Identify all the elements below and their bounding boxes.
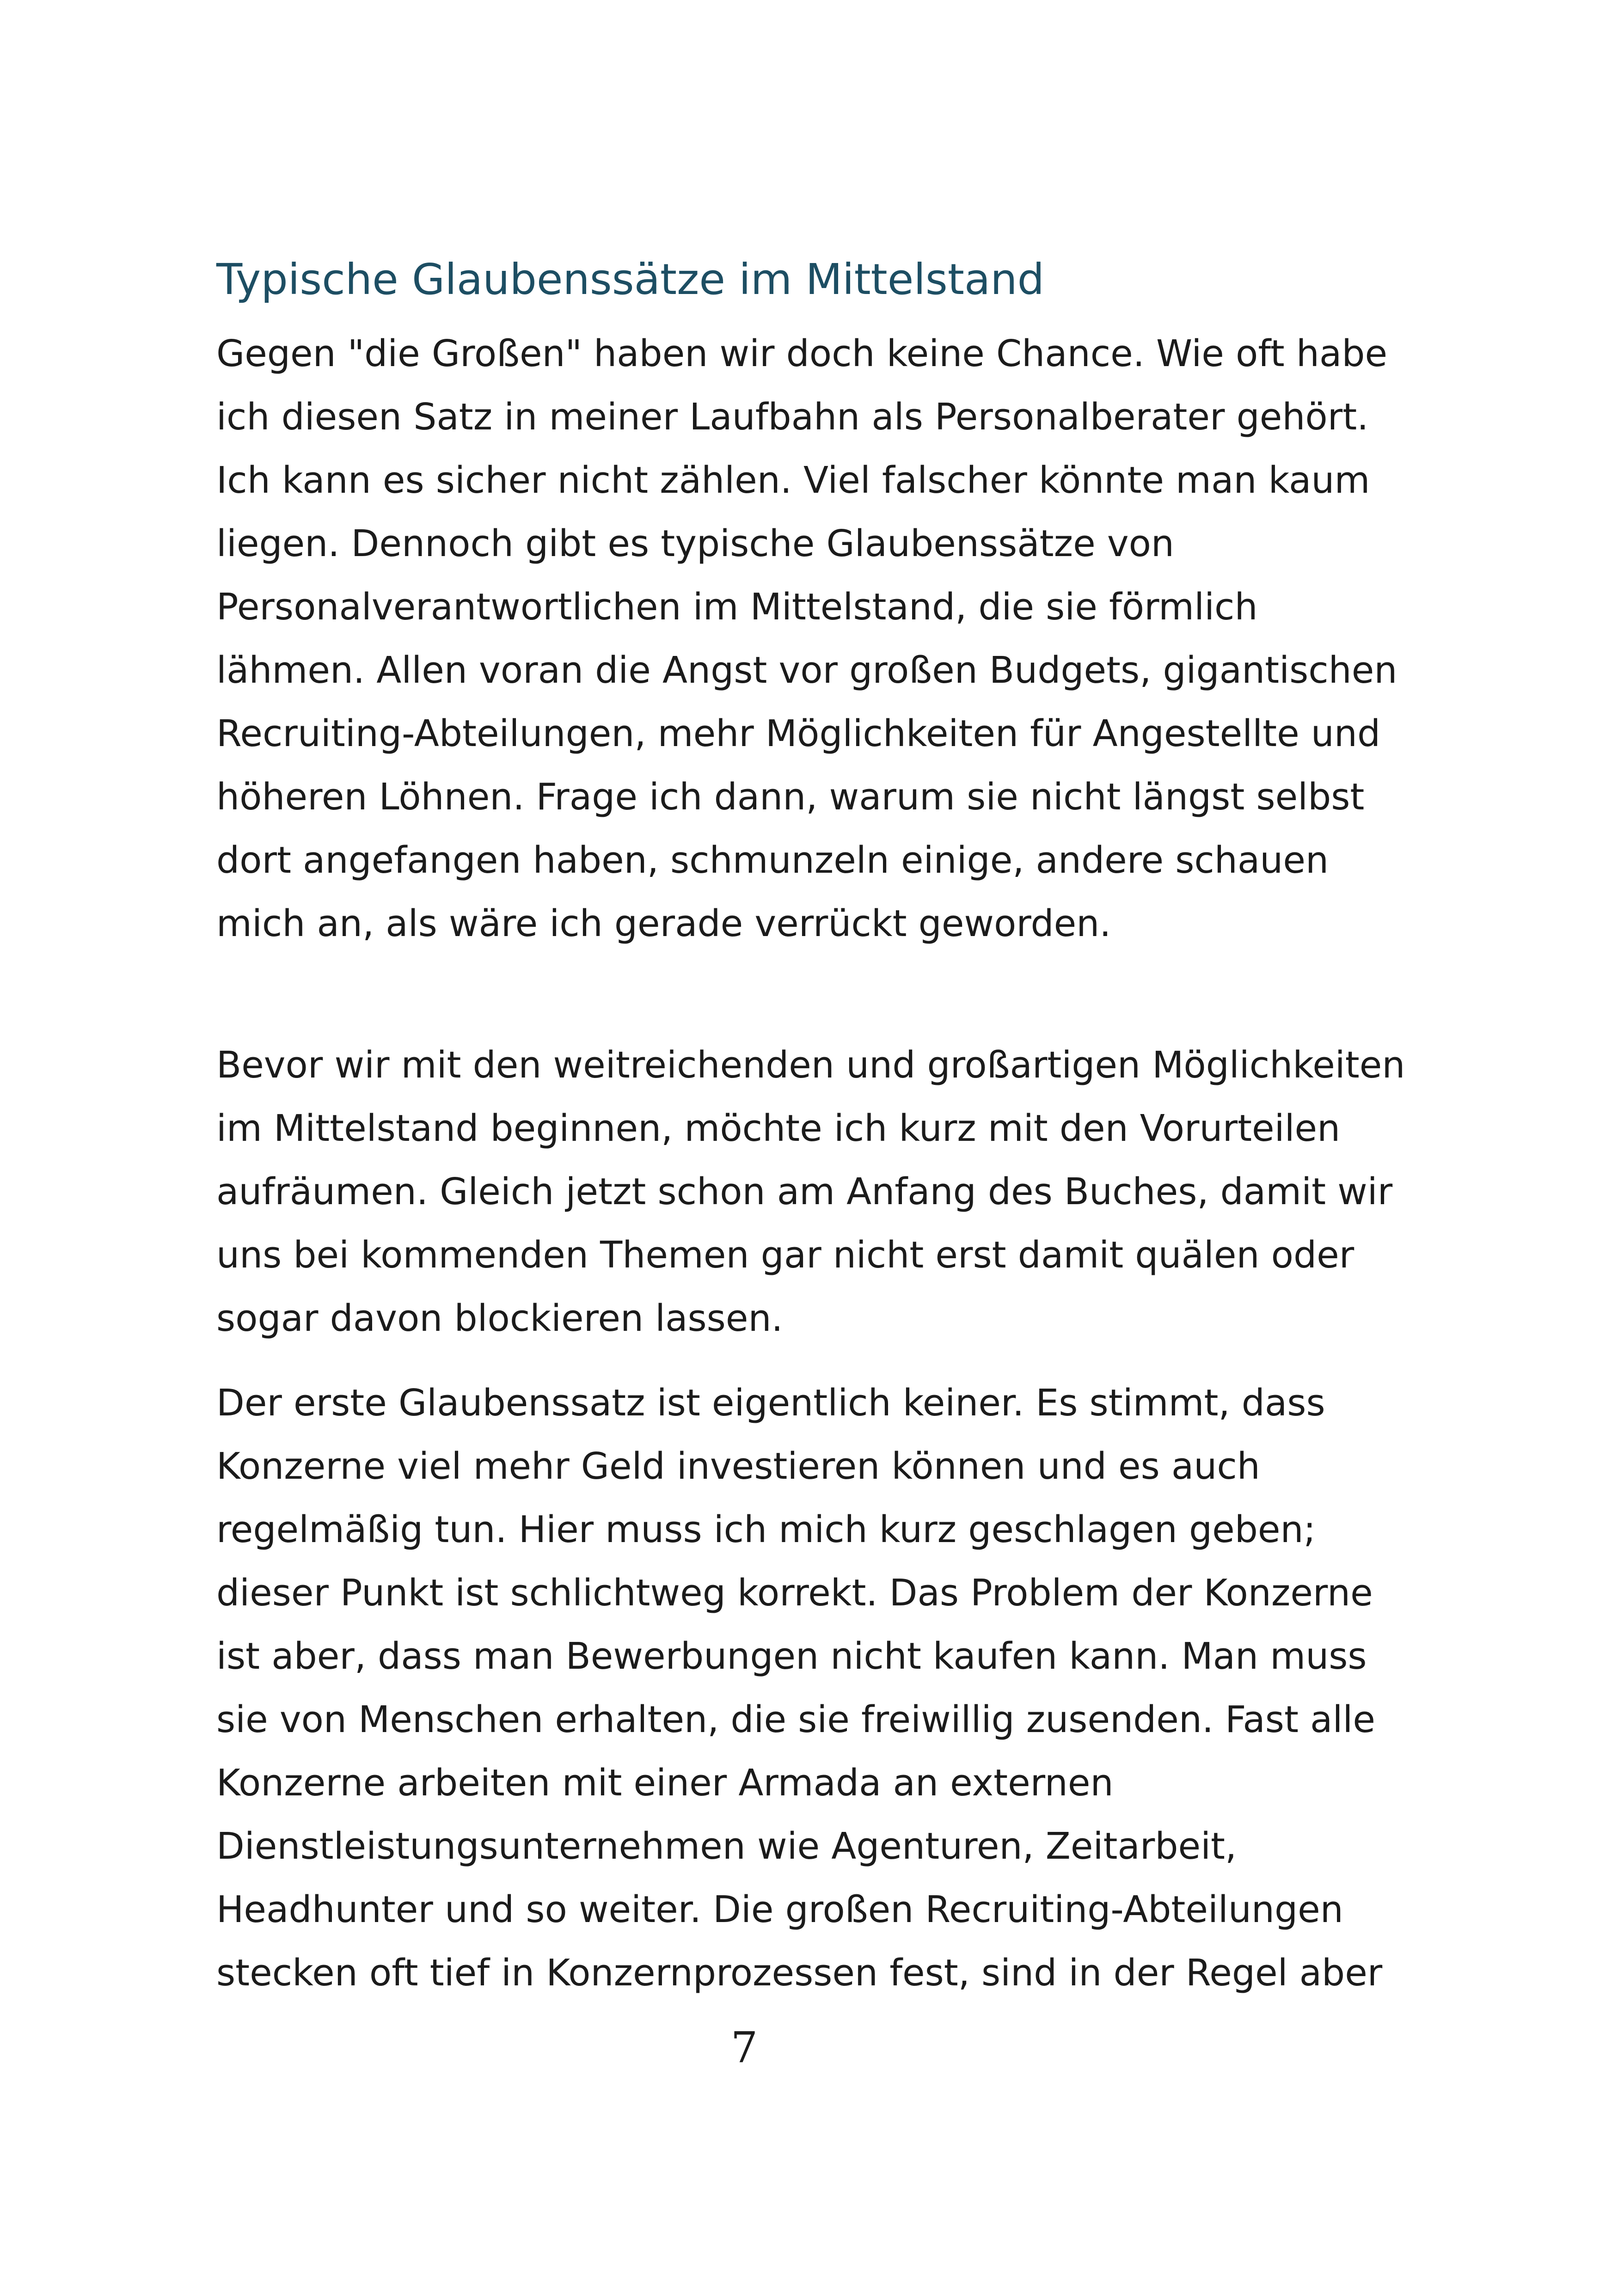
text-line: mich an, als wäre ich gerade verrückt geworden. [216, 902, 1111, 945]
text-line: Gegen "die Großen" haben wir doch keine Chance. Wie oft habe [216, 332, 1388, 375]
text-line: Dienstleistungsunternehmen wie Agenturen, Zeitarbeit, [216, 1825, 1237, 1867]
text-line: höheren Löhnen. Frage ich dann, warum sie nicht längst selbst [216, 776, 1365, 818]
paragraph-2 [216, 1034, 1405, 1350]
text-line: liegen. Dennoch gibt es typische Glaubenssätze von [216, 522, 1174, 565]
text-line: regelmäßig tun. Hier muss ich mich kurz geschlagen geben; [216, 1508, 1316, 1551]
text-line: aufräumen. Gleich jetzt schon am Anfang des Buches, damit wir [216, 1170, 1393, 1213]
text-line: stecken oft tief in Konzernprozessen fest, sind in der Regel aber [216, 1952, 1383, 1994]
paragraph-1 [216, 322, 1397, 955]
text-line: Bevor wir mit den weitreichenden und großartigen Möglichkeiten [216, 1044, 1405, 1086]
text-line: Personalverantwortlichen im Mittelstand, die sie förmlich [216, 586, 1258, 628]
text-line: Der erste Glaubenssatz ist eigentlich keiner. Es stimmt, dass [216, 1382, 1325, 1424]
text-line: ich diesen Satz in meiner Laufbahn als Personalberater gehört. [216, 396, 1369, 438]
paragraph-3 [216, 1371, 1382, 2005]
text-line: im Mittelstand beginnen, möchte ich kurz mit den Vorurteilen [216, 1107, 1341, 1150]
text-line: ist aber, dass man Bewerbungen nicht kaufen kann. Man muss [216, 1635, 1367, 1678]
page-number: 7 [730, 2023, 758, 2072]
text-line: lähmen. Allen voran die Angst vor großen Budgets, gigantischen [216, 649, 1397, 692]
text-line: Headhunter und so weiter. Die großen Recruiting-Abteilungen [216, 1888, 1343, 1931]
section-heading: Typische Glaubenssätze im Mittelstand [216, 255, 1044, 304]
text-line: Konzerne arbeiten mit einer Armada an externen [216, 1762, 1114, 1804]
text-line: dieser Punkt ist schlichtweg korrekt. Das Problem der Konzerne [216, 1572, 1373, 1614]
text-line: sie von Menschen erhalten, die sie freiwillig zusenden. Fast alle [216, 1698, 1375, 1741]
text-line: dort angefangen haben, schmunzeln einige, andere schauen [216, 839, 1329, 882]
text-line: Ich kann es sicher nicht zählen. Viel falscher könnte man kaum [216, 459, 1370, 502]
text-line: uns bei kommenden Themen gar nicht erst damit quälen oder [216, 1234, 1354, 1276]
text-line: Recruiting-Abteilungen, mehr Möglichkeiten für Angestellte und [216, 712, 1381, 755]
text-line: sogar davon blockieren lassen. [216, 1297, 783, 1340]
text-line: Konzerne viel mehr Geld investieren können und es auch [216, 1445, 1260, 1488]
